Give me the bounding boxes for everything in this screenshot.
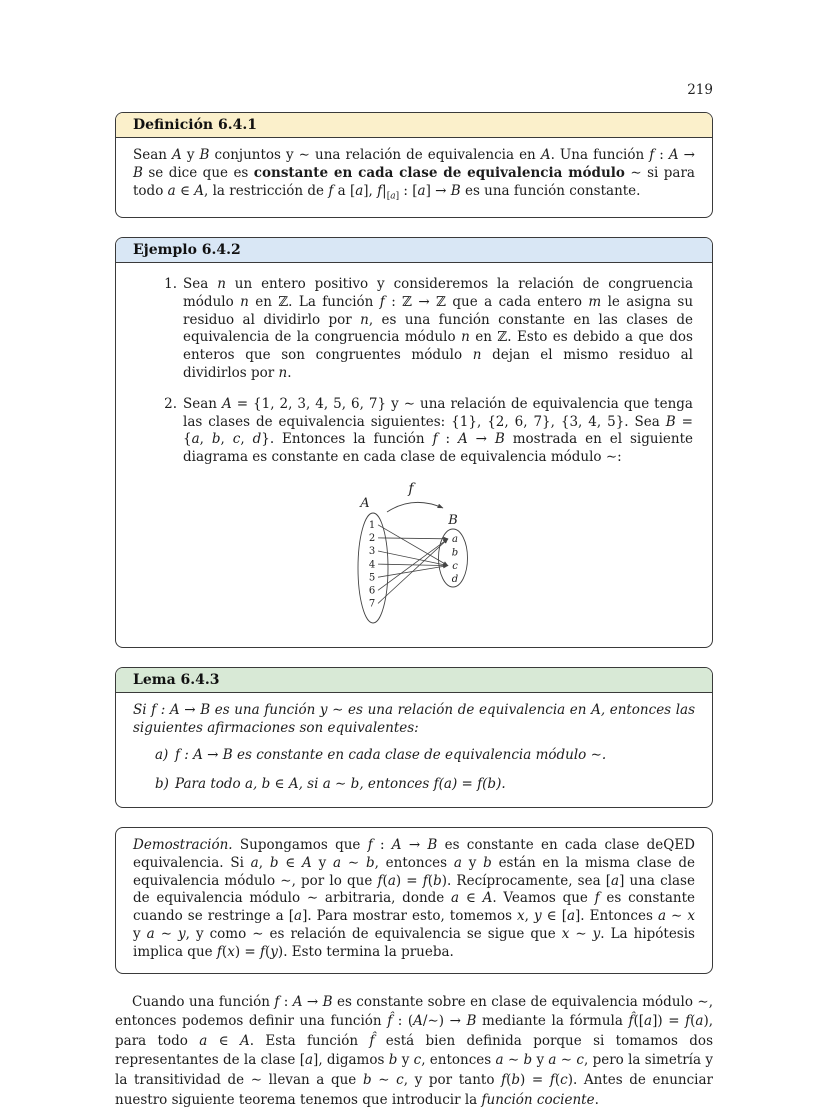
svg-text:c: c bbox=[452, 560, 458, 572]
svg-text:a: a bbox=[452, 534, 458, 546]
proof-box-body bbox=[116, 828, 712, 973]
svg-text:6: 6 bbox=[368, 585, 376, 597]
function-diagram bbox=[351, 480, 477, 630]
list-item bbox=[133, 396, 695, 467]
example-box-body bbox=[116, 263, 712, 647]
svg-text:A: A bbox=[360, 496, 370, 512]
qed-label: QED bbox=[663, 837, 695, 854]
lemma-item-label: a) bbox=[155, 747, 169, 764]
lemma-intro: Si f : A → B es una función y ∼ es una relación de equivalencia en A, entonces las siguientes afirmaciones son equivalentes: bbox=[133, 701, 695, 736]
lemma-list bbox=[133, 747, 695, 794]
list-item-number: 2. bbox=[164, 395, 177, 412]
example-box bbox=[115, 237, 713, 648]
svg-text:7: 7 bbox=[368, 598, 376, 610]
svg-text:1: 1 bbox=[368, 520, 376, 532]
svg-text:5: 5 bbox=[368, 572, 376, 584]
proof-paragraph bbox=[133, 837, 695, 962]
svg-text:3: 3 bbox=[368, 546, 376, 558]
proof-text: Supongamos que f : A → B es constante en cada clase de equivalencia. Si a, b ∈ A y a ∼ b, entonces a y b están en la misma clase de equivalencia módulo ∼, por lo que f(a) = f(b). Recíprocamente, sea [a] una clase de equivalencia módulo ∼ arbitraria, donde a ∈ A. Veamos que f es constante cuando se restringe a [a]. Para mostrar esto, tomemos x, y ∈ [a]. Entonces a ∼ x y a ∼ y, y como ∼ es relación de equivalencia se sigue que x ∼ y. La hipótesis implica que f(x) = f(y). Esto termina la prueba. bbox=[133, 837, 695, 960]
list-item-text: Sean A = {1, 2, 3, 4, 5, 6, 7} y ∼ una relación de equivalencia que tenga las clases de equivalencia siguientes: {1}, {2, 6, 7}, {3, 4, 5}. Sea B = {a, b, c, d}. Entonces la función f : A → B mostrada en el siguiente diagrama es constante en cada clase de equivalencia módulo ∼: bbox=[183, 395, 693, 466]
page-number: 219 bbox=[687, 82, 713, 98]
lemma-item-label: b) bbox=[155, 776, 169, 793]
svg-text:4: 4 bbox=[368, 559, 376, 571]
example-list bbox=[133, 276, 695, 467]
lemma-item-text: Para todo a, b ∈ A, si a ∼ b, entonces f(a) = f(b). bbox=[175, 776, 506, 793]
closing-paragraph: Cuando una función f : A → B es constante sobre en clase de equivalencia módulo ∼, entonces podemos definir una función f̂ : (A/∼) → B mediante la fórmula f̂([a]) = f(a), para todo a ∈ A. Esta función f̂ está bien definida porque si tomamos dos representantes de la clase [a], digamos b y c, entonces a ∼ b y a ∼ c, pero la simetría y la transitividad de ∼ llevan a que b ∼ c, y por tanto f(b) = f(c). Antes de enunciar nuestro siguiente teorema tenemos que introducir la función cociente. bbox=[115, 993, 713, 1108]
list-item-number: 1. bbox=[164, 276, 177, 293]
svg-text:2: 2 bbox=[368, 533, 376, 545]
svg-text:b: b bbox=[451, 547, 459, 559]
definition-box-title: Definición 6.4.1 bbox=[116, 113, 712, 138]
lemma-item-text: f : A → B es constante en cada clase de equivalencia módulo ∼. bbox=[175, 747, 607, 764]
definition-box bbox=[115, 112, 713, 218]
lemma-box-title: Lema 6.4.3 bbox=[116, 668, 712, 693]
page-content bbox=[115, 112, 713, 1110]
lemma-box-body bbox=[116, 693, 712, 807]
svg-text:B: B bbox=[448, 513, 458, 529]
lemma-item-b bbox=[133, 776, 695, 794]
list-item bbox=[133, 276, 695, 383]
svg-text:f: f bbox=[408, 481, 414, 498]
example-box-title: Ejemplo 6.4.2 bbox=[116, 238, 712, 263]
svg-text:d: d bbox=[451, 574, 459, 586]
lemma-item-a bbox=[133, 747, 695, 765]
diagram-container bbox=[133, 480, 695, 636]
lemma-box bbox=[115, 667, 713, 808]
proof-box bbox=[115, 827, 713, 974]
list-item-text: Sea n un entero positivo y consideremos la relación de congruencia módulo n en ℤ. La función f : ℤ → ℤ que a cada entero m le asigna su residuo al dividirlo por n, es una función constante en las clases de equivalencia de la congruencia módulo n en ℤ. Esto es debido a que dos enteros que son congruentes módulo n dejan el mismo residuo al dividirlos por n. bbox=[183, 276, 694, 382]
definition-box-body: Sean A y B conjuntos y ∼ una relación de equivalencia en A. Una función f : A → B se dice que es constante en cada clase de equivalencia módulo ∼ si para todo a ∈ A, la restricción de f a [a], $f|_{[a]}$ : [a] → B es una función constante. bbox=[133, 147, 695, 202]
proof-lead: Demostración. bbox=[133, 837, 233, 854]
